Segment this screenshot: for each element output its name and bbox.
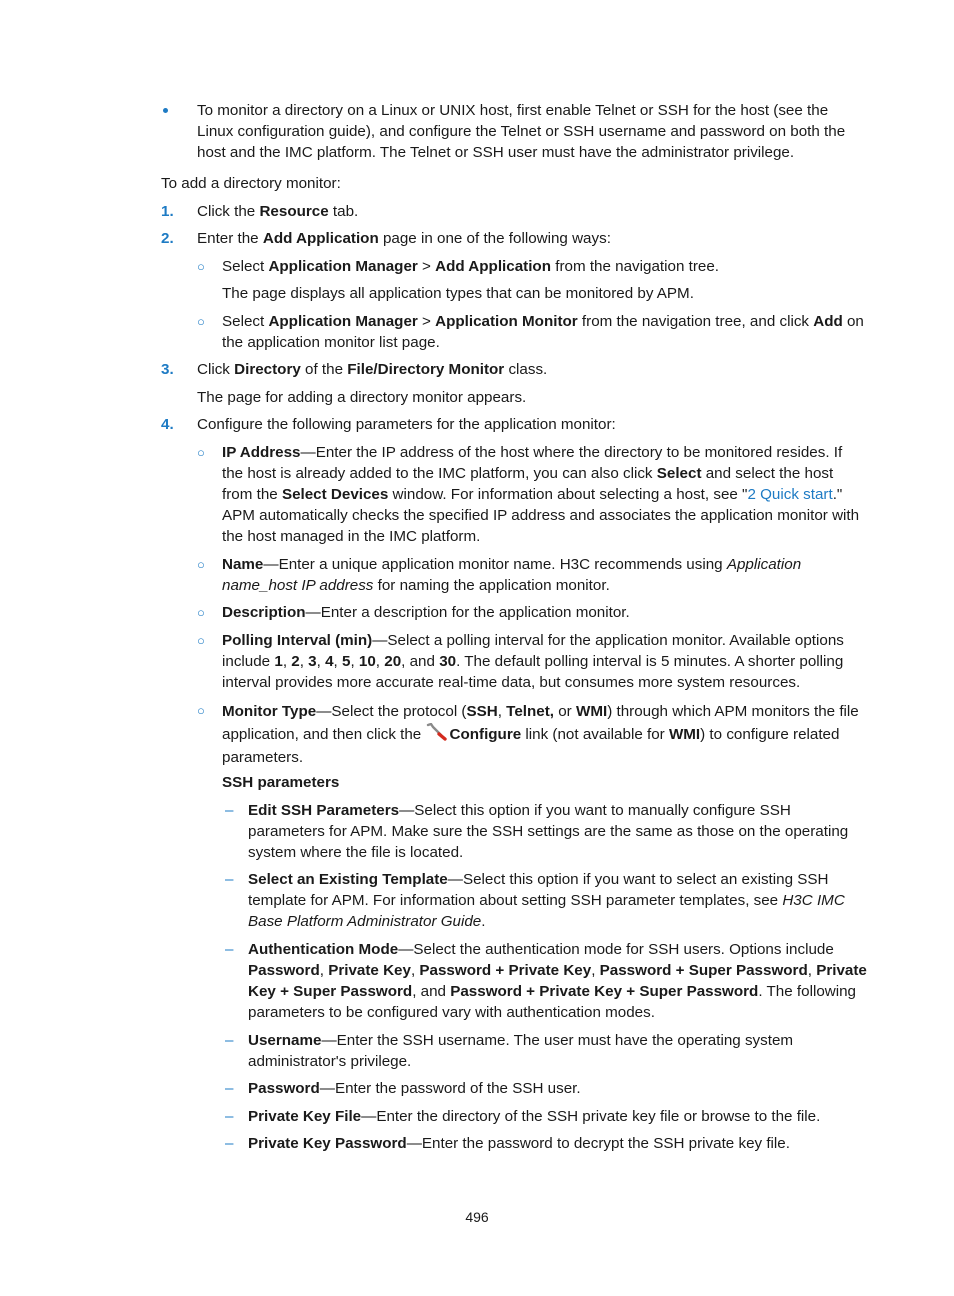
circle-marker: ○ [197, 633, 205, 648]
step-1-text: Click the Resource tab. [197, 203, 359, 220]
ssh-private-key-password: Private Key Password—Enter the password to decrypt the SSH private key file. [248, 1135, 790, 1152]
dash-marker: – [225, 941, 234, 958]
ssh-edit-parameters: Edit SSH Parameters—Select this option if you want to manually configure SSH parameters for APM. Make sure the SSH settings are the same as those on the operating system where the file is located. [248, 802, 849, 861]
step-number: 4. [161, 416, 174, 433]
param-ip-address: IP Address—Enter the IP address of the host where the directory to be monitored resides. If the host is already added to the IMC platform, you can also click Select and select the host from the Select Devices window. For information about selecting a host, see "2 Quick start." APM automatically checks the specified IP address and associates the application monitor with the host managed in the IMC platform. [222, 444, 860, 545]
param-monitor-type: Monitor Type—Select the protocol (SSH, Telnet, or WMI) through which APM monitors the file application, and then click the Configure link (not available for WMI) to configure related parameters. [222, 703, 859, 766]
circle-marker: ○ [197, 557, 205, 572]
quick-start-link[interactable]: 2 Quick start [747, 486, 833, 503]
dash-marker: – [225, 1032, 234, 1049]
page-number: 496 [465, 1209, 489, 1225]
step-4-text: Configure the following parameters for the application monitor: [197, 416, 616, 433]
step-2-text: Enter the Add Application page in one of the following ways: [197, 230, 611, 247]
circle-marker: ○ [197, 605, 205, 620]
step-3-note: The page for adding a directory monitor appears. [197, 389, 527, 406]
ssh-password: Password—Enter the password of the SSH user. [248, 1080, 581, 1097]
dash-marker: – [225, 1080, 234, 1097]
configure-link[interactable]: Configure [449, 726, 522, 743]
param-polling-interval: Polling Interval (min)—Select a polling interval for the application monitor. Available options include 1, 2, 3, 4, 5, 10, 20, and 30. The default polling interval is 5 minutes. A shorter polling interval provides more accurate real-time data, but consumes more system resources. [222, 632, 844, 691]
ssh-username: Username—Enter the SSH username. The user must have the operating system administrator's privilege. [248, 1032, 794, 1070]
dash-marker: – [225, 1108, 234, 1125]
dash-marker: – [225, 871, 234, 888]
ssh-select-template: Select an Existing Template—Select this option if you want to select an existing SSH template for APM. For information about setting SSH parameter templates, see H3C IMC Base Platform Administrator Guide. [248, 871, 845, 930]
ssh-parameters-heading: SSH parameters [222, 774, 340, 791]
param-description: Description—Enter a description for the application monitor. [222, 604, 630, 621]
step-number: 1. [161, 203, 174, 220]
step-2-option-1: Select Application Manager > Add Application from the navigation tree. [222, 258, 719, 275]
circle-marker: ○ [197, 703, 205, 718]
ssh-private-key-file: Private Key File—Enter the directory of the SSH private key file or browse to the file. [248, 1108, 821, 1125]
circle-marker: ○ [197, 259, 205, 274]
circle-marker: ○ [197, 314, 205, 329]
step-2-option-2: Select Application Manager > Application Monitor from the navigation tree, and click Add on the application monitor list page. [222, 313, 864, 351]
param-name: Name—Enter a unique application monitor name. H3C recommends using Application name_host IP address for naming the application monitor. [222, 556, 802, 594]
circle-marker: ○ [197, 445, 205, 460]
dash-marker: – [225, 802, 234, 819]
bullet-dot [163, 108, 168, 113]
step-2-option-1-note: The page displays all application types that can be monitored by APM. [222, 285, 694, 302]
intro-bullet-text: To monitor a directory on a Linux or UNIX host, first enable Telnet or SSH for the host (see the Linux configuration guide), and configure the Telnet or SSH username and password on both the host and the IMC platform. The Telnet or SSH user must have the administrator privilege. [197, 102, 846, 161]
dash-marker: – [225, 1135, 234, 1152]
step-number: 3. [161, 361, 174, 378]
ssh-authentication-mode: Authentication Mode—Select the authentication mode for SSH users. Options include Password, Private Key, Password + Private Key, Password + Super Password, Private Key + Super Password, and Password + Private Key + Super Password. The following parameters to be configured vary with authentication modes. [248, 941, 867, 1021]
step-number: 2. [161, 230, 174, 247]
configure-wrench-icon [425, 723, 447, 741]
step-3-text: Click Directory of the File/Directory Monitor class. [197, 361, 548, 378]
lead-in: To add a directory monitor: [161, 175, 341, 192]
